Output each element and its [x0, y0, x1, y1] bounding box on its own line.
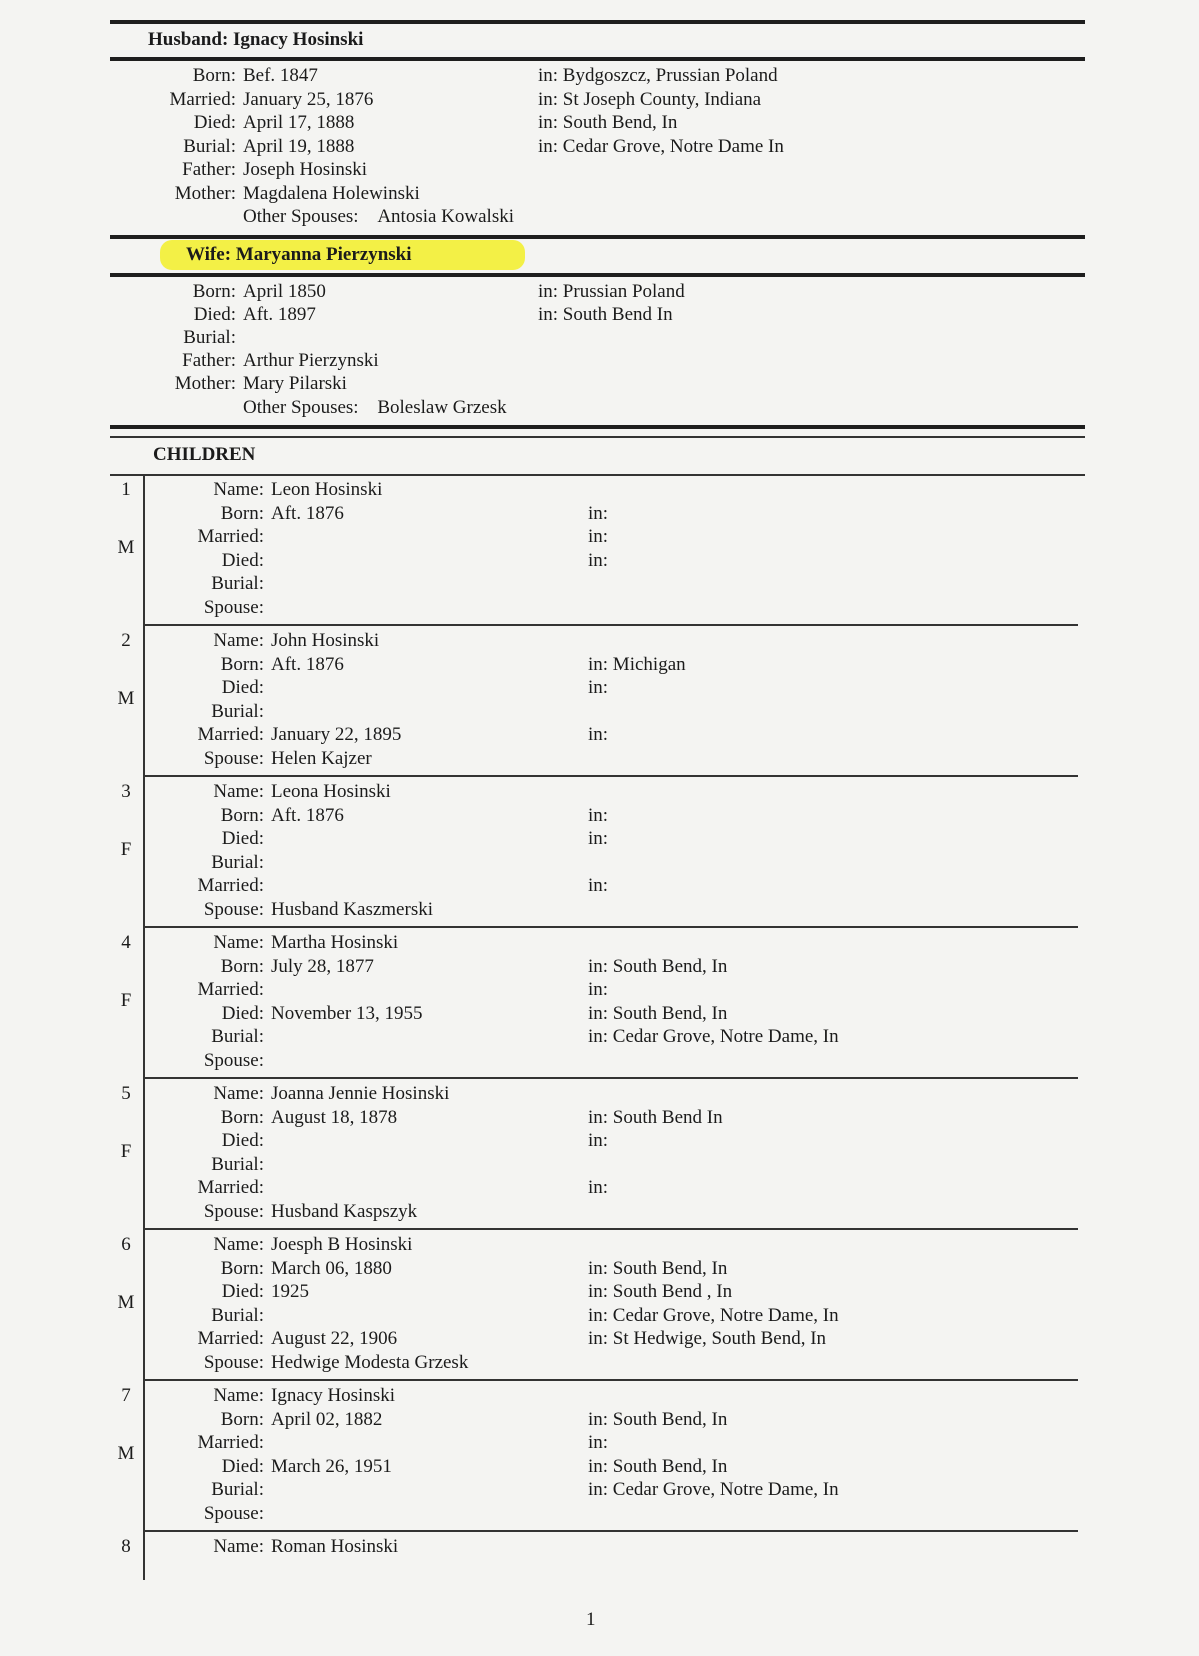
- field-label: Burial:: [183, 327, 236, 348]
- child-separator-rule: [143, 1530, 1078, 1532]
- husband-other-spouses: [243, 206, 514, 228]
- field-value: March 26, 1951: [271, 1455, 392, 1477]
- field-label: Born:: [220, 1408, 264, 1430]
- field-value: January 22, 1895: [271, 724, 402, 745]
- field-label: Married:: [197, 1432, 264, 1453]
- field-label: Born:: [192, 65, 236, 86]
- field-label: Died:: [193, 304, 236, 325]
- other-spouses-value: Boleslaw Grzesk: [377, 397, 507, 418]
- field-label: Name:: [213, 1083, 264, 1104]
- field-value: Ignacy Hosinski: [271, 1385, 396, 1406]
- field-label: Mother:: [174, 373, 236, 394]
- field-value: Husband Kaspszyk: [271, 1200, 418, 1222]
- field-value: Leon Hosinski: [271, 479, 383, 500]
- field-value: Mary Pilarski: [243, 373, 347, 394]
- field-label: Married:: [197, 526, 264, 547]
- field-label: Spouse:: [203, 898, 264, 920]
- field-value: Aft. 1876: [271, 502, 344, 524]
- field-label: Burial:: [211, 851, 264, 873]
- field-label: Burial:: [183, 135, 236, 157]
- field-label: Name:: [213, 1385, 264, 1406]
- field-label: Married:: [169, 88, 236, 110]
- field-label: Burial:: [211, 1304, 264, 1326]
- field-label: Name:: [213, 932, 264, 953]
- field-value: August 22, 1906: [271, 1328, 398, 1349]
- field-label: Name:: [213, 479, 264, 500]
- child-column-divider: [143, 626, 145, 777]
- children-top-rule: [110, 425, 1085, 429]
- field-location: in: South Bend, In: [588, 1002, 728, 1024]
- field-label: Spouse:: [203, 747, 264, 769]
- field-value: July 28, 1877: [271, 955, 374, 977]
- field-location: in: South Bend In: [588, 1106, 723, 1128]
- field-value: January 25, 1876: [243, 88, 374, 110]
- field-label: Born:: [220, 804, 264, 826]
- field-label: Burial:: [211, 1026, 264, 1047]
- children-top-rule-thin: [110, 436, 1085, 438]
- wife-rule: [110, 273, 1085, 277]
- field-location: in:: [588, 502, 609, 524]
- child-column-divider: [143, 1079, 145, 1230]
- child-sex: M: [117, 1443, 135, 1464]
- child-sex: F: [120, 1141, 132, 1162]
- child-column-divider: [143, 1230, 145, 1381]
- field-label: Name:: [213, 630, 264, 651]
- wife-heading: Wife: Maryanna Pierzynski: [186, 244, 412, 265]
- field-location: in:: [588, 804, 609, 826]
- field-value: Arthur Pierzynski: [243, 350, 379, 371]
- field-label: Spouse:: [203, 1049, 264, 1071]
- field-value: Leona Hosinski: [271, 781, 391, 802]
- child-separator-rule: [143, 624, 1078, 626]
- field-location: in: South Bend, In: [538, 112, 678, 133]
- field-value: April 1850: [243, 281, 326, 302]
- child-sex: F: [120, 990, 132, 1011]
- field-label: Spouse:: [203, 1351, 264, 1373]
- field-value: Aft. 1876: [271, 804, 344, 826]
- field-label: Died:: [221, 1455, 264, 1477]
- field-label: Born:: [220, 653, 264, 675]
- child-number: 5: [121, 1083, 131, 1104]
- child-number: 6: [121, 1234, 131, 1255]
- field-label: Died:: [221, 1281, 264, 1302]
- field-label: Died:: [221, 1130, 264, 1151]
- child-column-divider: [143, 1381, 145, 1532]
- field-label: Born:: [220, 1257, 264, 1279]
- child-number: 4: [121, 932, 131, 953]
- other-spouses-label: Other Spouses:: [243, 397, 359, 418]
- field-label: Burial:: [211, 573, 264, 594]
- field-value: August 18, 1878: [271, 1106, 398, 1128]
- child-column-divider: [143, 475, 145, 626]
- field-location: in: Prussian Poland: [538, 281, 685, 302]
- field-label: Born:: [192, 281, 236, 302]
- field-label: Father:: [182, 159, 236, 180]
- child-column-divider: [143, 928, 145, 1079]
- field-label: Married:: [197, 724, 264, 745]
- child-column-divider: [143, 1532, 145, 1580]
- child-separator-rule: [143, 1228, 1078, 1230]
- field-label: Spouse:: [203, 1502, 264, 1524]
- child-number: 3: [121, 781, 131, 802]
- field-value: Helen Kajzer: [271, 747, 372, 769]
- field-label: Married:: [197, 1328, 264, 1349]
- field-value: November 13, 1955: [271, 1002, 423, 1024]
- field-value: Bef. 1847: [243, 65, 318, 86]
- child-separator-rule: [143, 775, 1078, 777]
- child-number: 8: [121, 1536, 131, 1557]
- children-header-rule: [110, 474, 1085, 476]
- field-label: Burial:: [211, 1153, 264, 1175]
- child-sex: M: [117, 1292, 135, 1313]
- field-location: in:: [588, 1130, 609, 1151]
- field-value: John Hosinski: [271, 630, 380, 651]
- husband-heading: Husband: Ignacy Hosinski: [148, 29, 364, 50]
- page-number: 1: [586, 1609, 596, 1630]
- field-label: Burial:: [211, 700, 264, 722]
- field-label: Died:: [193, 112, 236, 133]
- field-label: Married:: [197, 1177, 264, 1198]
- field-location: in: South Bend, In: [588, 1408, 728, 1430]
- field-label: Spouse:: [203, 1200, 264, 1222]
- field-label: Spouse:: [203, 596, 264, 618]
- field-label: Born:: [220, 502, 264, 524]
- child-sex: M: [117, 688, 135, 709]
- field-label: Died:: [221, 828, 264, 849]
- field-location: in: Cedar Grove, Notre Dame, In: [588, 1304, 839, 1326]
- wife-top-rule: [110, 235, 1085, 239]
- top-rule: [110, 20, 1085, 24]
- children-heading: CHILDREN: [153, 444, 256, 465]
- field-label: Died:: [221, 1002, 264, 1024]
- field-value: Joseph Hosinski: [243, 159, 368, 180]
- field-label: Died:: [221, 677, 264, 698]
- husband-rule: [110, 57, 1085, 61]
- field-label: Born:: [220, 955, 264, 977]
- field-label: Burial:: [211, 1479, 264, 1500]
- field-location: in:: [588, 677, 609, 698]
- child-sex: M: [117, 537, 135, 558]
- child-column-divider: [143, 777, 145, 928]
- child-number: 1: [121, 479, 131, 500]
- field-location: in:: [588, 828, 609, 849]
- field-location: in: South Bend, In: [588, 1455, 728, 1477]
- field-location: in:: [588, 1432, 609, 1453]
- field-label: Name:: [213, 1536, 264, 1557]
- field-location: in: South Bend, In: [588, 1257, 728, 1279]
- field-value: 1925: [271, 1281, 309, 1302]
- field-label: Married:: [197, 875, 264, 896]
- child-number: 2: [121, 630, 131, 651]
- field-location: in:: [588, 1177, 609, 1198]
- field-location: in:: [588, 724, 609, 745]
- field-value: Martha Hosinski: [271, 932, 399, 953]
- field-location: in: South Bend, In: [588, 955, 728, 977]
- field-value: Roman Hosinski: [271, 1536, 399, 1557]
- field-value: Hedwige Modesta Grzesk: [271, 1351, 469, 1373]
- field-value: March 06, 1880: [271, 1257, 392, 1279]
- field-label: Father:: [182, 350, 236, 371]
- child-separator-rule: [143, 926, 1078, 928]
- field-location: in: South Bend In: [538, 304, 673, 325]
- child-sex: F: [120, 839, 132, 860]
- field-value: Husband Kaszmerski: [271, 898, 433, 920]
- field-label: Married:: [197, 979, 264, 1000]
- field-value: Joanna Jennie Hosinski: [271, 1083, 450, 1104]
- field-location: in: St Joseph County, Indiana: [538, 88, 762, 110]
- field-location: in: South Bend , In: [588, 1281, 733, 1302]
- field-label: Name:: [213, 781, 264, 802]
- field-location: in: St Hedwige, South Bend, In: [588, 1328, 827, 1349]
- other-spouses-label: Other Spouses:: [243, 206, 359, 227]
- field-value: April 19, 1888: [243, 135, 355, 157]
- field-location: in:: [588, 549, 609, 571]
- field-value: Joesph B Hosinski: [271, 1234, 413, 1255]
- child-number: 7: [121, 1385, 131, 1406]
- field-label: Born:: [220, 1106, 264, 1128]
- field-label: Died:: [221, 549, 264, 571]
- child-separator-rule: [143, 1379, 1078, 1381]
- field-location: in: Cedar Grove, Notre Dame, In: [588, 1479, 839, 1500]
- field-value: Aft. 1897: [243, 304, 316, 325]
- field-value: April 02, 1882: [271, 1408, 383, 1430]
- field-value: Magdalena Holewinski: [243, 182, 420, 204]
- field-location: in:: [588, 979, 609, 1000]
- field-label: Name:: [213, 1234, 264, 1255]
- field-value: Aft. 1876: [271, 653, 344, 675]
- field-location: in:: [588, 526, 609, 547]
- field-location: in: Bydgoszcz, Prussian Poland: [538, 65, 778, 86]
- wife-other-spouses: [243, 397, 507, 419]
- field-location: in:: [588, 875, 609, 896]
- field-value: April 17, 1888: [243, 112, 355, 133]
- other-spouses-value: Antosia Kowalski: [377, 206, 515, 227]
- field-location: in: Michigan: [588, 653, 686, 675]
- field-location: in: Cedar Grove, Notre Dame, In: [588, 1026, 839, 1047]
- field-label: Mother:: [174, 182, 236, 204]
- field-location: in: Cedar Grove, Notre Dame In: [538, 135, 784, 157]
- child-separator-rule: [143, 1077, 1078, 1079]
